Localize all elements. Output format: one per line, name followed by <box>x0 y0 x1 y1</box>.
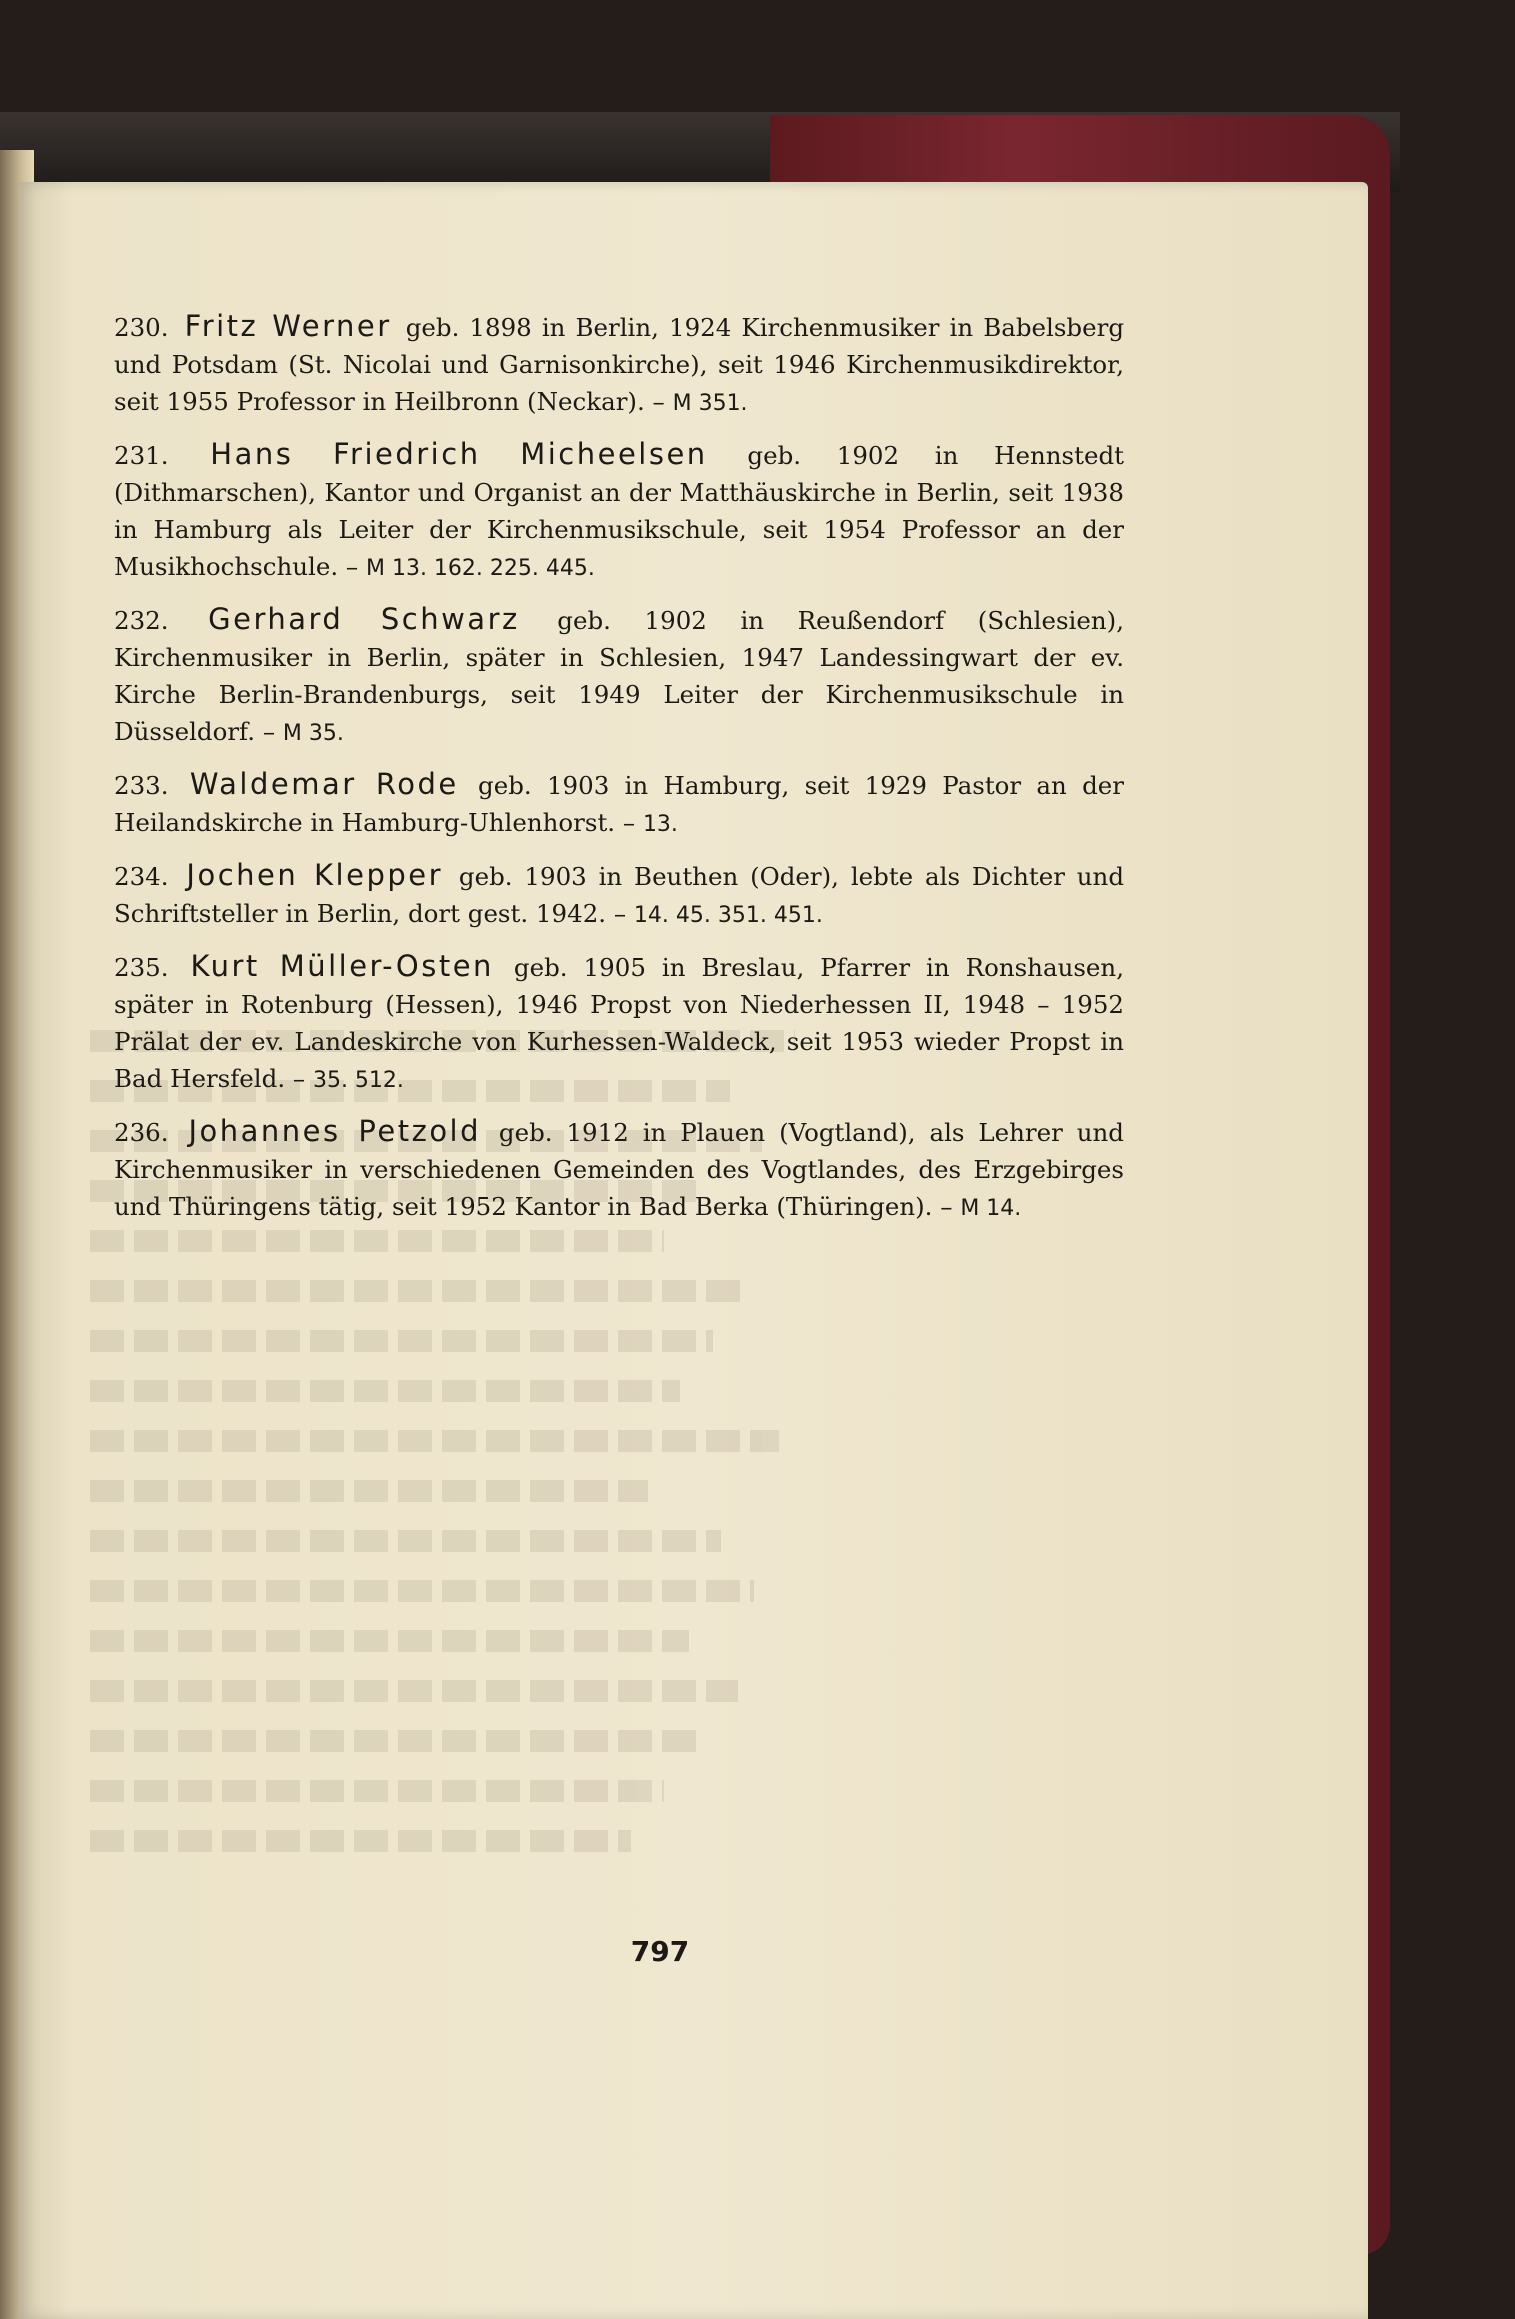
entry-refs: 35. 512. <box>312 1068 404 1093</box>
entry-235 <box>114 948 1124 1099</box>
entry-number: 232. <box>114 606 169 635</box>
entry-number: 236. <box>114 1118 169 1147</box>
entry-236 <box>114 1113 1124 1227</box>
entry-name: Waldemar Rode <box>189 767 459 801</box>
entry-234 <box>114 857 1124 934</box>
entry-name: Kurt Müller-Osten <box>190 949 494 983</box>
entry-name: Hans Friedrich Micheelsen <box>210 437 708 471</box>
entry-number: 231. <box>114 441 169 470</box>
entry-refs: 13. <box>642 812 678 837</box>
entry-text: geb. 1905 in Breslau, Pfarrer in Ronshausen, später in Rotenburg (Hessen), 1946 Propst von Niederhessen II, 1948 – 1952 Prälat der ev. Landeskirche von Kurhessen-Waldeck, seit 1953 wieder Propst in Bad Hersfeld. – <box>114 953 1124 1093</box>
entry-refs: M 14. <box>960 1196 1022 1221</box>
page-number: 797 <box>630 1935 690 1968</box>
entry-name: Jochen Klepper <box>186 858 444 892</box>
entry-name: Fritz Werner <box>184 309 392 343</box>
entry-232 <box>114 601 1124 752</box>
entry-text: geb. 1902 in Reußendorf (Schlesien), Kirchenmusiker in Berlin, später in Schlesien, 1947 Landessingwart der ev. Kirche Berlin-Brandenburgs, seit 1949 Leiter der Kirchenmusikschule in Düsseldorf. – <box>114 606 1124 746</box>
entry-name: Johannes Petzold <box>188 1114 482 1148</box>
entry-text: geb. 1903 in Hamburg, seit 1929 Pastor an der Heilandskirche in Hamburg-Uhlenhorst. – <box>114 771 1124 837</box>
entry-text: geb. 1903 in Beuthen (Oder), lebte als Dichter und Schriftsteller in Berlin, dort gest. 1942. – <box>114 862 1125 928</box>
entry-refs: M 13. 162. 225. 445. <box>365 556 595 581</box>
entry-233 <box>114 766 1124 843</box>
entry-number: 234. <box>114 862 169 891</box>
entry-refs: M 35. <box>282 721 344 746</box>
entry-text: geb. 1902 in Hennstedt (Dithmarschen), Kantor und Organist an der Matthäuskirche in Berlin, seit 1938 in Hamburg als Leiter der Kirchenmusikschule, seit 1954 Professor an der Musikhochschule. – <box>114 441 1124 581</box>
biography-list <box>114 308 1124 1241</box>
entry-refs: 14. 45. 351. 451. <box>633 903 823 928</box>
entry-text: geb. 1912 in Plauen (Vogtland), als Lehrer und Kirchenmusiker in verschiedenen Gemeinden des Vogtlandes, des Erzgebirges und Thüringens tätig, seit 1952 Kantor in Bad Berka (Thüringen). – <box>114 1118 1124 1221</box>
entry-230 <box>114 308 1124 422</box>
entry-number: 233. <box>114 771 169 800</box>
entry-name: Gerhard Schwarz <box>208 602 520 636</box>
entry-number: 230. <box>114 313 169 342</box>
entry-number: 235. <box>114 953 169 982</box>
entry-text: geb. 1898 in Berlin, 1924 Kirchenmusiker in Babelsberg und Potsdam (St. Nicolai und Garnisonkirche), seit 1946 Kirchenmusikdirektor, seit 1955 Professor in Heilbronn (Neckar). – <box>114 313 1124 416</box>
entry-refs: M 351. <box>672 391 748 416</box>
entry-231 <box>114 436 1124 587</box>
